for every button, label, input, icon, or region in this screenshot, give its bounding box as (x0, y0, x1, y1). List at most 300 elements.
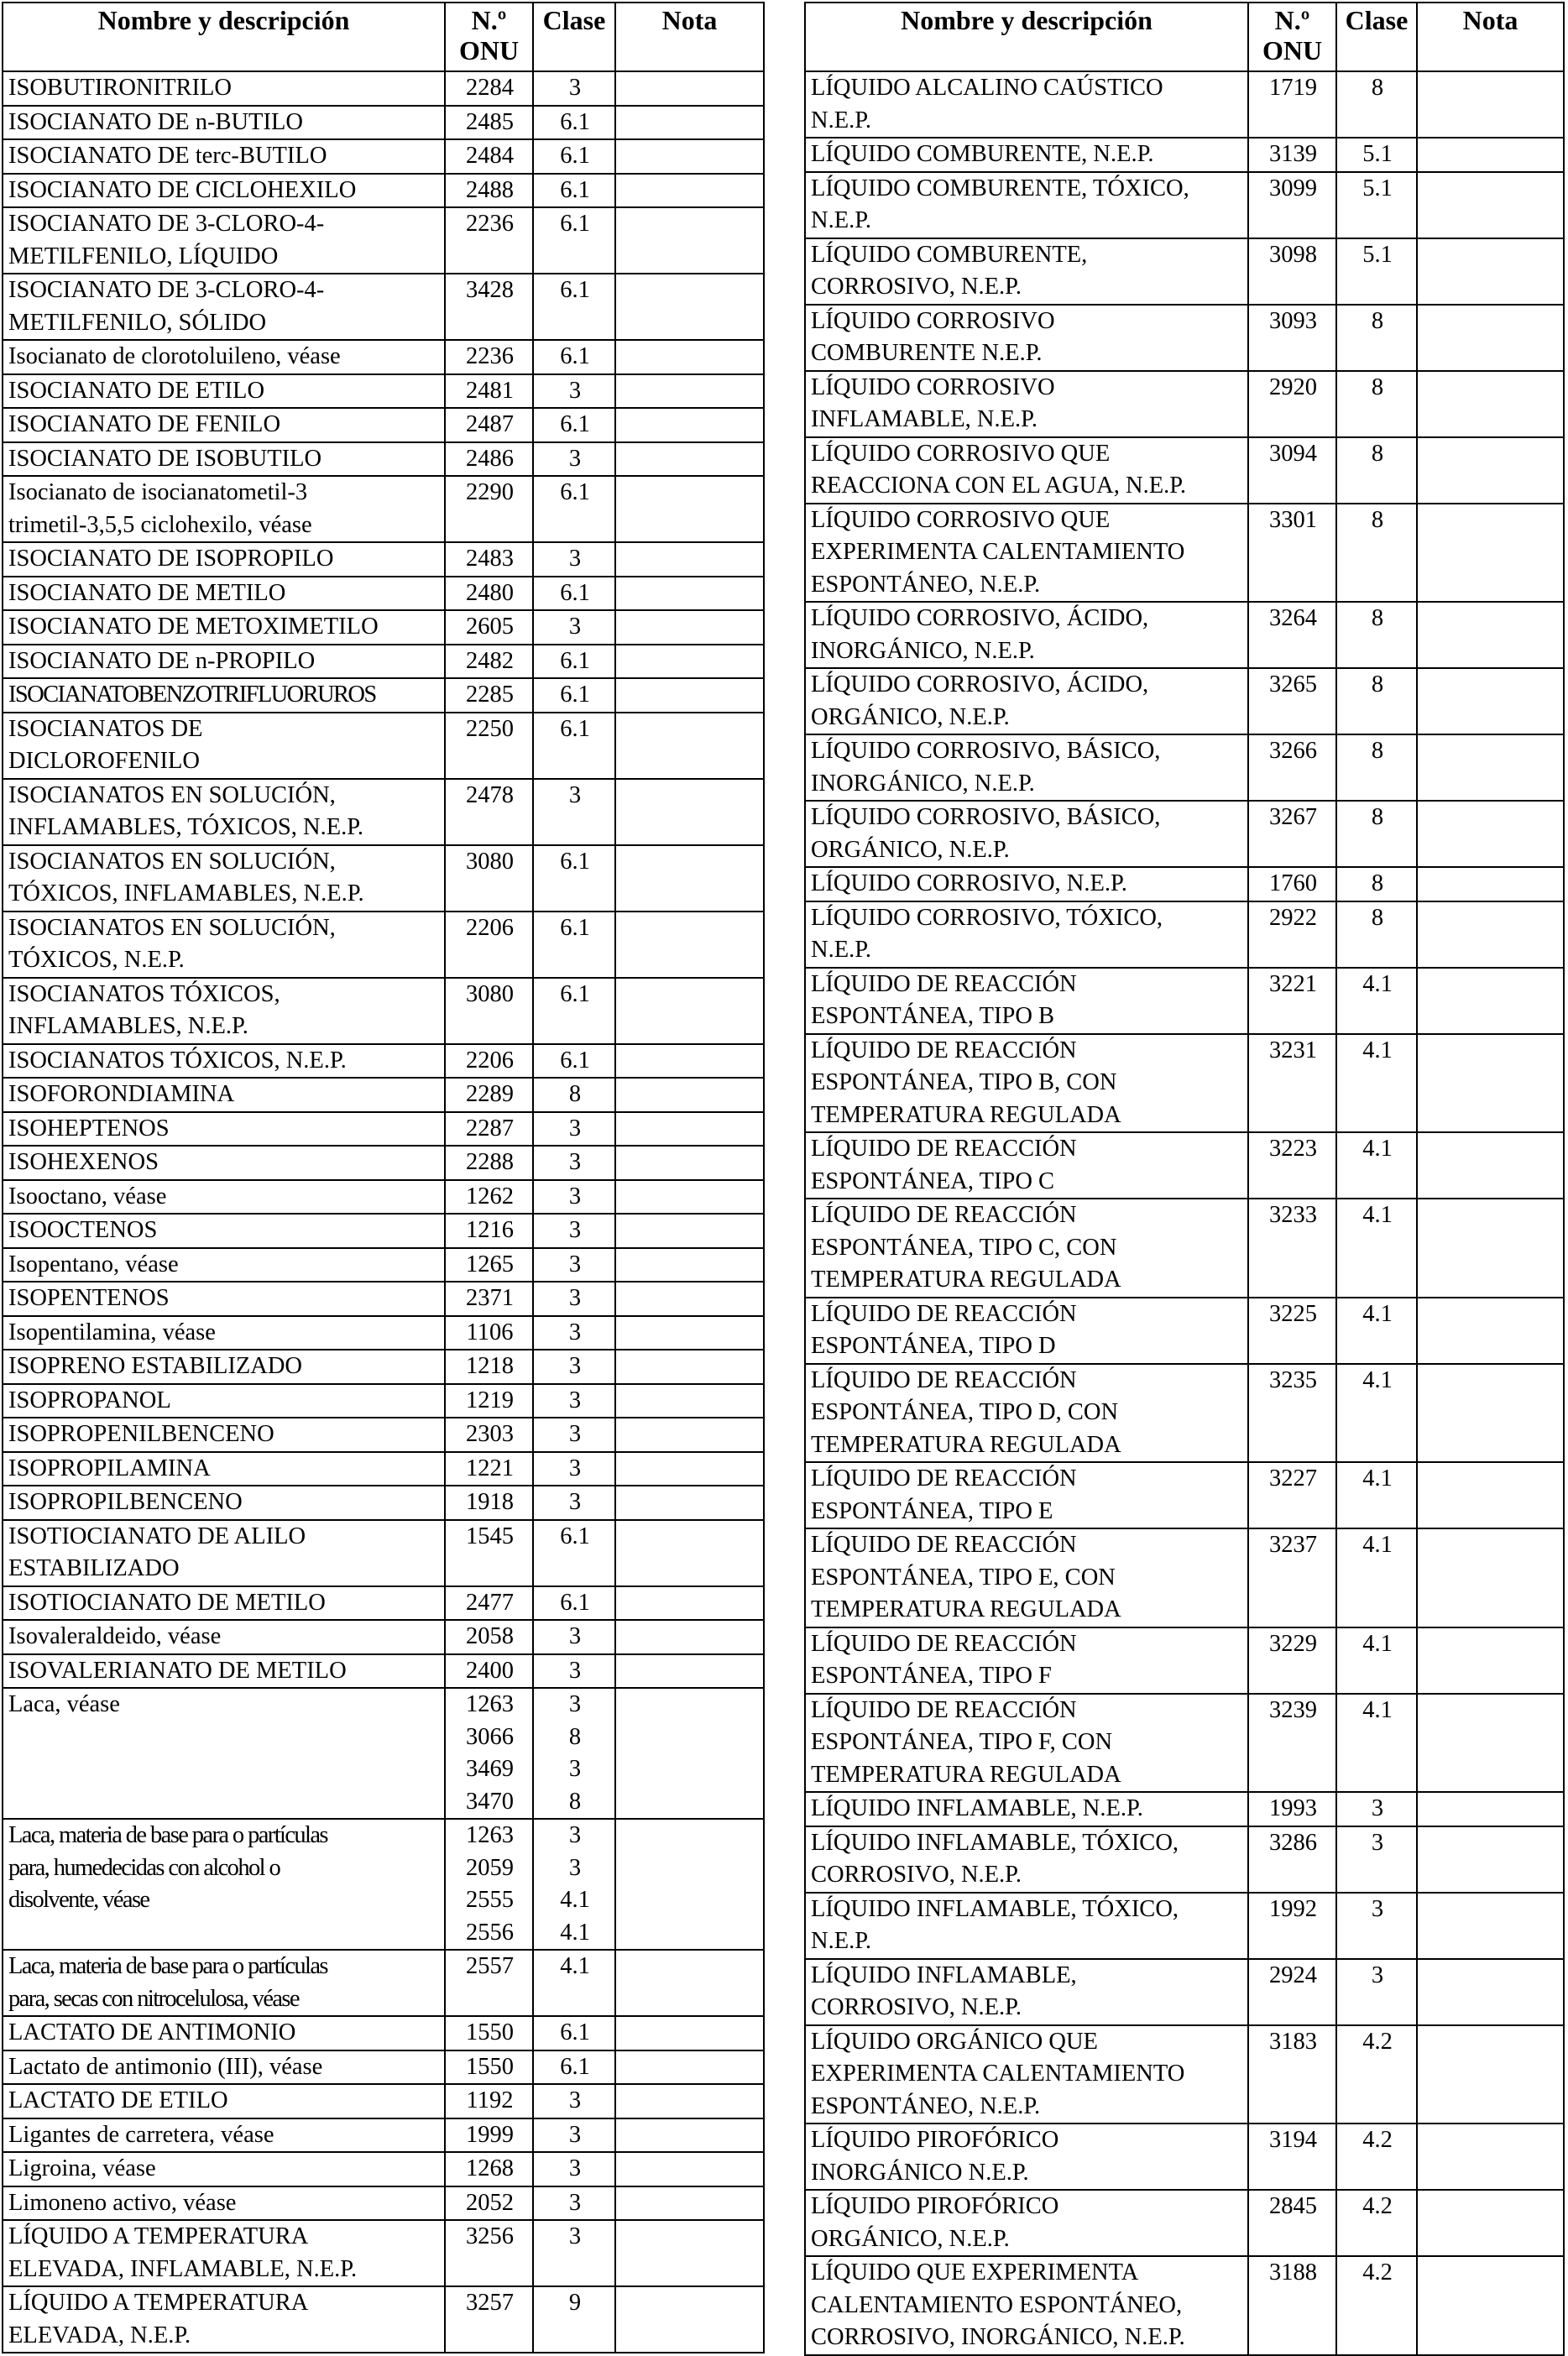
entry-note (615, 408, 764, 442)
entry-name-line: INORGÁNICO N.E.P. (811, 2159, 1029, 2186)
entry-onu-number-line: 2485 (466, 108, 514, 135)
table-row (805, 71, 1564, 138)
entry-class-line: 3 (568, 1822, 582, 1848)
entry-onu-number (1248, 1298, 1336, 1364)
entry-name-line: ISOPROPENILBENCENO (8, 1421, 274, 1447)
entry-name-line: LÍQUIDO ORGÁNICO QUE (811, 2028, 1098, 2055)
entry-note (1417, 867, 1564, 901)
entry-name-line: TEMPERATURA REGULADA (811, 1267, 1121, 1293)
entry-class-line: 3 (568, 1115, 582, 1141)
entry-class-line: 3 (1371, 1829, 1384, 1856)
entry-name-line: LACTATO DE ETILO (8, 2087, 228, 2113)
table-row (3, 106, 764, 140)
entry-onu-number-line: 3066 (466, 1723, 514, 1750)
entry-note (615, 1688, 764, 1819)
table-row (3, 678, 764, 713)
entry-name-line: Isovaleraldeido, véase (8, 1623, 222, 1649)
table-row (3, 577, 764, 611)
entry-onu-number-line: 3235 (1269, 1366, 1317, 1393)
entry-note (615, 1248, 764, 1282)
table-row (805, 172, 1564, 238)
entry-name-line: LÍQUIDO PIROFÓRICO (811, 2127, 1059, 2153)
table-row (3, 2220, 764, 2286)
entry-note (1417, 1627, 1564, 1694)
entry-name (3, 2186, 445, 2221)
entry-name-line: CORROSIVO, N.E.P. (811, 1862, 1022, 1888)
entry-name-line: LÍQUIDO CORROSIVO, N.E.P. (811, 870, 1127, 896)
table-row (805, 371, 1564, 437)
table-row (3, 1586, 764, 1621)
entry-note (1417, 2124, 1564, 2190)
entry-class-line: 4.1 (560, 1919, 590, 1946)
entry-class (533, 374, 615, 409)
entry-note (1417, 1364, 1564, 1463)
entry-onu-number-line: 2557 (466, 1953, 514, 1979)
table-row (805, 1364, 1564, 1463)
entry-onu-number-line: 2486 (466, 445, 514, 472)
table-row (805, 504, 1564, 603)
entry-onu-number-line: 3470 (466, 1788, 514, 1815)
entry-class-line: 8 (1371, 738, 1384, 764)
entry-class-line: 3 (1371, 1895, 1384, 1922)
table-row (3, 1486, 764, 1520)
entry-class (533, 645, 615, 679)
entry-class-line: 3 (568, 1455, 582, 1481)
entry-onu-number-line: 2488 (466, 176, 514, 203)
entry-class-line: 6.1 (560, 682, 590, 708)
entry-onu-number (1248, 867, 1336, 901)
entry-onu-number (1248, 801, 1336, 867)
entry-note (1417, 71, 1564, 138)
entry-onu-number-line: 1218 (466, 1353, 514, 1379)
entry-onu-number (1248, 901, 1336, 968)
table-row (805, 2124, 1564, 2190)
entry-note (615, 2152, 764, 2186)
entry-name (805, 901, 1248, 968)
entry-class-line: 6.1 (560, 647, 590, 674)
entry-class-line: 8 (1371, 374, 1384, 400)
entry-note (1417, 1959, 1564, 2025)
entry-onu-number-line: 2478 (466, 781, 514, 808)
table-row (3, 1452, 764, 1486)
entry-note (615, 577, 764, 611)
entry-name (805, 371, 1248, 437)
entry-note (615, 274, 764, 340)
entry-onu-number-line: 2484 (466, 143, 514, 169)
entry-class (533, 1350, 615, 1384)
entry-name-line: ESPONTÁNEO, N.E.P. (811, 2092, 1041, 2119)
table-row (805, 602, 1564, 668)
table-row (3, 2084, 764, 2118)
entry-class (1336, 668, 1417, 734)
col-header-clase: Clase (1336, 3, 1417, 71)
entry-onu-number-line: 3257 (466, 2290, 514, 2316)
entry-name-line: TÓXICOS, N.E.P. (8, 947, 185, 973)
entry-onu-number-line: 2206 (466, 914, 514, 941)
entry-class-line: 5.1 (1362, 175, 1393, 201)
entry-class (1336, 305, 1417, 371)
entry-name (3, 1950, 445, 2016)
entry-name-line: Ligantes de carretera, véase (8, 2121, 274, 2148)
entry-name-line: Laca, materia de base para o partículas (8, 1822, 327, 1848)
entry-name-line: ISOTIOCIANATO DE METILO (8, 1589, 326, 1616)
col-header-onu (1248, 3, 1336, 71)
entry-name-line: LÍQUIDO DE REACCIÓN (811, 1630, 1077, 1657)
entry-class (533, 2118, 615, 2153)
entry-class (533, 106, 615, 140)
entry-class-line: 8 (1371, 75, 1384, 101)
entry-onu-number-line: 2289 (466, 1081, 514, 1107)
table-row (805, 1792, 1564, 1826)
entry-class (533, 340, 615, 374)
entry-onu-number-line: 3094 (1269, 440, 1317, 467)
table-row (3, 1044, 764, 1079)
entry-onu-number (1248, 734, 1336, 801)
entry-name-line: LÍQUIDO ALCALINO CAÚSTICO (811, 75, 1163, 101)
entry-class-line: 3 (568, 781, 582, 808)
entry-onu-number (445, 207, 533, 274)
entry-onu-number (445, 1214, 533, 1248)
entry-class-line: 3 (568, 2223, 582, 2249)
entry-note (615, 174, 764, 208)
entry-onu-number-line: 2250 (466, 715, 514, 742)
entry-name-line: Isopentilamina, véase (8, 1319, 216, 1345)
entry-class-line: 3 (568, 1854, 582, 1881)
entry-class (533, 1384, 615, 1418)
entry-note (615, 139, 764, 174)
entry-name-line: INFLAMABLES, N.E.P. (8, 1013, 248, 1039)
entry-onu-number-line: 1263 (466, 1822, 514, 1848)
entry-name-line: ISOCIANATO DE ISOPROPILO (8, 546, 334, 572)
entry-name-line: LÍQUIDO CORROSIVO (811, 374, 1055, 400)
entry-name-line: LÍQUIDO QUE EXPERIMENTA (811, 2259, 1139, 2285)
entry-name (805, 1298, 1248, 1364)
entry-class-line: 3 (568, 1319, 582, 1345)
entry-name-line: ORGÁNICO, N.E.P. (811, 836, 1010, 863)
entry-class-line: 3 (568, 546, 582, 572)
entry-name (3, 2084, 445, 2118)
entry-name (3, 1282, 445, 1316)
entry-class (1336, 1792, 1417, 1826)
entry-onu-number-line: 3267 (1269, 804, 1317, 830)
entry-note (1417, 801, 1564, 867)
table-row (805, 801, 1564, 867)
entry-class-line: 3 (568, 1183, 582, 1209)
entry-onu-number (1248, 371, 1336, 437)
entry-name (3, 274, 445, 340)
entry-name-line: LÍQUIDO DE REACCIÓN (811, 1696, 1077, 1723)
table-row (805, 2256, 1564, 2355)
entry-onu-number-line: 2400 (466, 1657, 514, 1684)
entry-onu-number-line: 3188 (1269, 2259, 1317, 2285)
entry-onu-number-line: 3093 (1269, 307, 1317, 334)
entry-onu-number (1248, 1627, 1336, 1694)
entry-onu-number (445, 408, 533, 442)
entry-onu-number (1248, 1826, 1336, 1893)
entry-class (533, 274, 615, 340)
table-row (3, 1950, 764, 2016)
entry-name (3, 106, 445, 140)
entry-note (615, 106, 764, 140)
entry-name (3, 542, 445, 577)
entry-onu-number-line: 2303 (466, 1421, 514, 1447)
entry-onu-number-line: 3080 (466, 980, 514, 1007)
entry-class-line: 8 (1371, 506, 1384, 533)
entry-name-line: EXPERIMENTA CALENTAMIENTO (811, 2061, 1185, 2087)
entry-class (1336, 2124, 1417, 2190)
entry-name-line: TÓXICOS, INFLAMABLES, N.E.P. (8, 880, 364, 906)
entry-name-line: ISOPRENO ESTABILIZADO (8, 1353, 303, 1379)
entry-onu-number (1248, 138, 1336, 172)
entry-class (533, 610, 615, 645)
entry-name (3, 1350, 445, 1384)
table-row (3, 1819, 764, 1950)
entry-class-line: 3 (568, 1217, 582, 1243)
table-row (3, 2118, 764, 2153)
entry-onu-number-line: 3231 (1269, 1037, 1317, 1063)
table-row (805, 1132, 1564, 1199)
entry-onu-number (445, 1819, 533, 1950)
entry-name (3, 1384, 445, 1418)
entry-name-line: para, humedecidas con alcohol o (8, 1854, 280, 1881)
entry-note (615, 374, 764, 409)
entry-name (805, 1132, 1248, 1199)
entry-name-line: N.E.P. (811, 207, 872, 233)
entry-class-line: 6.1 (560, 848, 590, 875)
entry-note (615, 1350, 764, 1384)
entry-onu-number (445, 1282, 533, 1316)
entry-onu-number (1248, 1034, 1336, 1133)
entry-class (533, 2286, 615, 2353)
entry-note (615, 1180, 764, 1215)
entry-class (533, 1146, 615, 1180)
entry-onu-number-line: 1192 (466, 2087, 514, 2113)
entry-note (1417, 371, 1564, 437)
entry-name-line: ESPONTÁNEA, TIPO C (811, 1168, 1055, 1194)
entry-class (533, 1044, 615, 1079)
entry-onu-number (445, 1520, 533, 1586)
entry-class (1336, 867, 1417, 901)
entry-onu-number-line: 2206 (466, 1047, 514, 1074)
entry-class-line: 4.2 (1362, 2193, 1393, 2219)
entry-onu-number (445, 174, 533, 208)
entry-class (533, 174, 615, 208)
entry-name (805, 138, 1248, 172)
entry-name (3, 2286, 445, 2353)
entry-onu-number-line: 2284 (466, 75, 514, 101)
entry-class (533, 542, 615, 577)
entry-class (1336, 1298, 1417, 1364)
entry-name-line: ISOVALERIANATO DE METILO (8, 1657, 347, 1684)
entry-class (1336, 1034, 1417, 1133)
entry-class (533, 1486, 615, 1520)
entry-onu-number (445, 106, 533, 140)
entry-onu-number (445, 1146, 533, 1180)
entry-class-line: 6.1 (560, 579, 590, 606)
entry-class (1336, 138, 1417, 172)
entry-onu-number (445, 1248, 533, 1282)
entry-note (1417, 1826, 1564, 1893)
entry-note (1417, 138, 1564, 172)
entry-name-line: DICLOROFENILO (8, 748, 200, 774)
entry-name-line: ISOHEPTENOS (8, 1115, 170, 1141)
entry-class-line: 8 (1371, 605, 1384, 631)
entry-note (615, 1520, 764, 1586)
entry-class (533, 2152, 615, 2186)
entry-name-line: ESPONTÁNEO, N.E.P. (811, 571, 1041, 598)
entry-name-line: EXPERIMENTA CALENTAMIENTO (811, 539, 1185, 565)
entry-note (615, 1950, 764, 2016)
entry-onu-number (445, 1452, 533, 1486)
entry-name (805, 2256, 1248, 2355)
entry-class (1336, 1199, 1417, 1298)
entry-onu-number (1248, 1364, 1336, 1463)
table-row (805, 734, 1564, 801)
entry-class-line: 6.1 (560, 343, 590, 369)
entry-onu-number-line: 3428 (466, 277, 514, 303)
entry-name-line: ESPONTÁNEA, TIPO D (811, 1333, 1056, 1359)
entry-class-line: 8 (1371, 307, 1384, 334)
entry-name-line: ISOCIANATO DE 3-CLORO-4- (8, 277, 325, 303)
entry-onu-number-line: 2285 (466, 682, 514, 708)
entry-onu-number-line: 3264 (1269, 605, 1317, 631)
table-row (3, 2186, 764, 2221)
entry-note (1417, 1298, 1564, 1364)
entry-onu-number (445, 2118, 533, 2153)
entry-onu-number (445, 1112, 533, 1147)
entry-name (3, 2152, 445, 2186)
entry-onu-number-line: 2920 (1269, 374, 1317, 400)
entry-name-line: TEMPERATURA REGULADA (811, 1596, 1121, 1622)
entry-onu-number-line: 1268 (466, 2155, 514, 2181)
entry-onu-number (445, 2084, 533, 2118)
entry-name-line: ISOCIANATOS TÓXICOS, (8, 980, 280, 1007)
entry-note (1417, 602, 1564, 668)
entry-onu-number-line: 2290 (466, 479, 514, 505)
entry-class-line: 3 (568, 1756, 582, 1782)
table-row (805, 2025, 1564, 2124)
table-row (805, 1528, 1564, 1627)
entry-class-line: 8 (1371, 904, 1384, 931)
table-row (3, 713, 764, 779)
entry-class-line: 4.1 (1362, 1630, 1393, 1657)
entry-note (615, 1112, 764, 1147)
entry-class-line: 6.1 (560, 108, 590, 135)
entry-note (615, 1620, 764, 1654)
entry-name-line: N.E.P. (811, 937, 872, 963)
table-row (3, 2286, 764, 2353)
table-row (805, 437, 1564, 504)
table-row (805, 867, 1564, 901)
entry-onu-number (445, 1586, 533, 1621)
entry-name-line: ISOPROPILAMINA (8, 1455, 211, 1481)
entry-class (533, 1688, 615, 1819)
entry-class (1336, 1826, 1417, 1893)
entry-onu-number-line: 1262 (466, 1183, 514, 1209)
entry-name-line: METILFENILO, LÍQUIDO (8, 243, 279, 269)
entry-name (3, 139, 445, 174)
entry-name-line: LÍQUIDO CORROSIVO QUE (811, 440, 1111, 467)
entry-class (1336, 602, 1417, 668)
table-row (3, 978, 764, 1044)
entry-name (3, 1654, 445, 1689)
entry-onu-number-line: 2058 (466, 1623, 514, 1649)
entry-name-line: LÍQUIDO DE REACCIÓN (811, 970, 1077, 997)
entry-note (615, 2220, 764, 2286)
entry-onu-number-line: 3239 (1269, 1696, 1317, 1723)
entry-class (1336, 2256, 1417, 2355)
entry-class-line: 4.1 (1362, 1037, 1393, 1063)
entry-onu-number-line: 3266 (1269, 738, 1317, 764)
table-row (805, 1034, 1564, 1133)
col-header-onu-line2: ONU (458, 35, 520, 65)
entry-note (615, 978, 764, 1044)
entry-note (615, 1146, 764, 1180)
entry-class-line: 8 (568, 1788, 582, 1815)
entry-onu-number (445, 577, 533, 611)
entry-onu-number (445, 1044, 533, 1079)
entry-name-line: trimetil-3,5,5 ciclohexilo, véase (8, 511, 312, 538)
entry-onu-number-line: 3098 (1269, 241, 1317, 268)
entry-name (3, 2220, 445, 2286)
entry-onu-number (445, 713, 533, 779)
entry-onu-number (1248, 1199, 1336, 1298)
entry-name-line: ISOOCTENOS (8, 1217, 158, 1243)
entry-name-line: ISOPENTENOS (8, 1285, 170, 1311)
entry-class (1336, 968, 1417, 1034)
entry-name (3, 779, 445, 845)
entry-name-line: TEMPERATURA REGULADA (811, 1761, 1121, 1788)
entry-name (805, 238, 1248, 305)
entry-class (1336, 1694, 1417, 1793)
entry-class (1336, 172, 1417, 238)
entry-note (615, 1486, 764, 1520)
table-row (805, 1959, 1564, 2025)
entry-note (1417, 1132, 1564, 1199)
col-header-nota: Nota (1417, 3, 1564, 71)
entry-name-line: ORGÁNICO, N.E.P. (811, 703, 1010, 730)
entry-name (3, 1486, 445, 1520)
entry-name (3, 174, 445, 208)
entry-onu-number-line: 2236 (466, 211, 514, 237)
entry-note (1417, 1694, 1564, 1793)
entry-onu-number-line: 3139 (1269, 141, 1317, 167)
entry-onu-number-line: 2845 (1269, 2193, 1317, 2219)
entry-name (805, 1034, 1248, 1133)
entry-name (3, 713, 445, 779)
entry-class (533, 713, 615, 779)
table-row (805, 1694, 1564, 1793)
entry-class-line: 6.1 (560, 143, 590, 169)
entry-onu-number (445, 71, 533, 106)
entry-class (533, 71, 615, 106)
entry-class (533, 1520, 615, 1586)
entry-onu-number (1248, 2190, 1336, 2256)
table-row (805, 305, 1564, 371)
entry-class (1336, 238, 1417, 305)
table-row (3, 139, 764, 174)
entry-note (1417, 1034, 1564, 1133)
entry-note (1417, 172, 1564, 238)
entry-name-line: CORROSIVO, N.E.P. (811, 1994, 1022, 2020)
table-row (3, 174, 764, 208)
entry-name-line: LÍQUIDO DE REACCIÓN (811, 1300, 1077, 1327)
entry-class-line: 4.1 (1362, 1300, 1393, 1327)
col-header-onu-line2: ONU (1262, 35, 1323, 65)
entry-name-line: LÍQUIDO CORROSIVO, BÁSICO, (811, 804, 1161, 830)
entry-onu-number (445, 1350, 533, 1384)
table-row (3, 2016, 764, 2050)
